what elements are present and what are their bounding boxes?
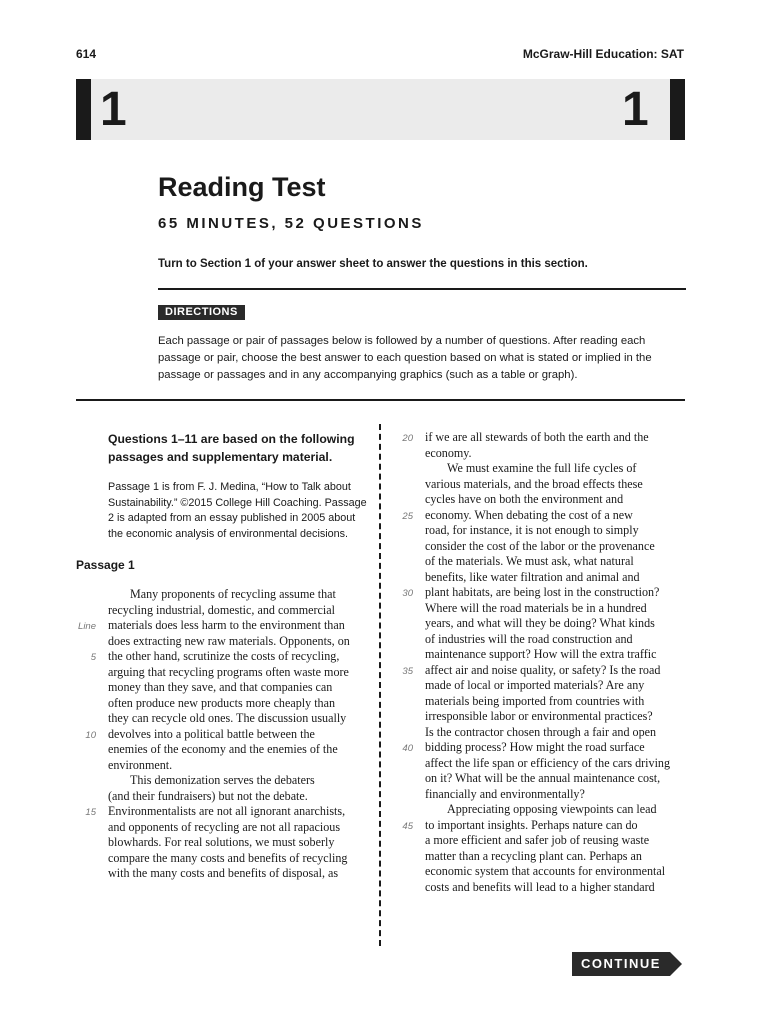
line-number: Line [78, 621, 96, 632]
passage-line-text: economic system that accounts for environmental [425, 864, 666, 878]
passage-line [85, 804, 370, 820]
passage-line-text: Appreciating opposing viewpoints can lead [447, 802, 657, 816]
passage-line-text: maintenance support? How will the extra traffic [425, 647, 657, 661]
line-number: 15 [85, 807, 96, 818]
passage-line-text: affect air and noise quality, or safety? Is the road [425, 662, 661, 677]
passage-line-text: affect the life span or efficiency of the cars driving [425, 755, 671, 770]
passage-line-text: does extracting new raw materials. Opponents, on [108, 633, 350, 648]
passage-line [425, 756, 687, 772]
passage-line-text: Many proponents of recycling assume that [130, 587, 336, 601]
passage-line-text: devolves into a political battle between the [108, 726, 315, 741]
passage-line-text: they can recycle old ones. The discussion usually [108, 711, 347, 725]
passage-line [425, 616, 687, 632]
source-note: Passage 1 is from F. J. Medina, “How to Talk about Sustainability.” ©2015 College Hill Coaching. Passage 2 is adapted from an essay published in 2005 about the economic analysis of environmental decisions. [108, 481, 367, 540]
passage-line [108, 789, 370, 805]
passage-line-text: various materials, and the broad effects these [425, 476, 643, 491]
passage-line [425, 725, 687, 741]
passage-line-text: cycles have on both the environment and [425, 492, 624, 506]
line-number: 40 [402, 743, 413, 754]
passage-line [425, 601, 687, 617]
page-number: 614 [76, 47, 97, 61]
divider-top [158, 288, 686, 290]
passage-line [425, 802, 687, 818]
passage-line [425, 771, 687, 787]
passage-line-text: Where will the road materials be in a hundred [425, 600, 647, 615]
line-number: 5 [90, 652, 96, 663]
line-number: 45 [402, 820, 413, 832]
line-number: 20 [402, 433, 413, 444]
section-instruction: Turn to Section 1 of your answer sheet to answer the questions in this section. [158, 258, 588, 270]
passage-line [402, 662, 687, 679]
passage-line-text: materials being imported from countries with [425, 693, 645, 708]
passage-line [402, 507, 687, 524]
passage-line [425, 787, 687, 803]
passage-line [425, 678, 687, 694]
passage-line-text: Environmentalists are not all ignorant anarchists, [108, 804, 346, 818]
passage-line [425, 694, 687, 710]
passage-line-text: made of local or imported materials? Are any [425, 678, 645, 692]
directions-badge: DIRECTIONS [158, 305, 245, 320]
passage-line-text: recycling industrial, domestic, and commercial [108, 602, 336, 617]
passage-line [425, 849, 687, 865]
passage-line-text: irresponsible labor or environmental practices? [425, 709, 653, 723]
section-number-left: 1 [100, 83, 127, 136]
passage-line [425, 539, 687, 555]
passage-line-text: We must examine the full life cycles of [447, 461, 637, 475]
directions-text: Each passage or pair of passages below is followed by a number of questions. After reading each passage or pair, choose the best answer to each question based on what is stated or implied in the passage or passages and in any accompanying graphics (such as a table or graph). [158, 335, 652, 381]
passage-line-text: economy. When debating the cost of a new [425, 507, 633, 522]
passage-line-text: matter than a recycling plant can. Perhaps an [425, 848, 642, 863]
passage-line [425, 446, 687, 462]
passage-line [425, 632, 687, 648]
line-number: 35 [402, 665, 413, 677]
passage-line-text: bidding process? How might the road surface [425, 740, 645, 754]
book-title: McGraw-Hill Education: SAT [522, 47, 684, 61]
section-band-left-bar [76, 79, 91, 140]
passage-line-text: (and their fundraisers) but not the debate. [108, 788, 308, 803]
section-band-right-bar [670, 79, 685, 140]
passage-line-text: if we are all stewards of both the earth and the [425, 430, 649, 444]
column-divider [379, 424, 381, 946]
passage-line [108, 634, 370, 650]
passage-line [108, 773, 370, 789]
line-number: 25 [402, 510, 413, 522]
passage-line [108, 851, 370, 867]
continue-label: CONTINUE [581, 956, 661, 971]
passage-line [108, 820, 370, 836]
passage-line-text: This demonization serves the debaters [130, 773, 315, 787]
passage-line-text: often produce new products more cheaply than [108, 695, 336, 710]
page-title: Reading Test [158, 172, 326, 202]
passage-line [85, 726, 370, 743]
passage-line-text: materials does less harm to the environment than [108, 618, 345, 632]
passage-line-text: of industries will the road construction and [425, 631, 633, 646]
passage-line [425, 647, 687, 663]
passage-line [78, 618, 370, 634]
line-number: 10 [85, 729, 96, 741]
passage-line-text: and opponents of recycling are not all rapacious [108, 819, 341, 834]
passage-line [108, 835, 370, 851]
passage-line-text: with the many costs and benefits of disposal, as [108, 866, 339, 880]
passage-line-text: financially and environmentally? [425, 786, 585, 801]
passage-line [425, 864, 687, 880]
section-band [76, 79, 684, 140]
passage-line [90, 649, 370, 665]
passage-line-text: benefits, like water filtration and animal and [425, 569, 640, 584]
passage-line [108, 866, 370, 882]
passage-line [108, 603, 370, 619]
passage-line [425, 523, 687, 539]
passage-line-text: enemies of the economy and the enemies of the [108, 742, 338, 756]
passage-line [108, 696, 370, 712]
passage-line [402, 817, 687, 834]
passage-line-text: consider the cost of the labor or the provenance [425, 538, 655, 553]
passage-line [425, 833, 687, 849]
passage-line-text: plant habitats, are being lost in the construction? [425, 585, 660, 599]
passage-line [425, 709, 687, 725]
passage-line [425, 880, 687, 896]
passage-line-text: years, and what will they be doing? What kinds [425, 616, 655, 630]
passage-left-column [78, 587, 370, 882]
passage-line [108, 711, 370, 727]
passage-line [108, 680, 370, 696]
passage-line [402, 740, 687, 756]
passage-line-text: economy. [425, 445, 472, 460]
passage-line-text: compare the many costs and benefits of recycling [108, 850, 348, 865]
passage-line [425, 477, 687, 493]
questions-intro: Questions 1–11 are based on the following passages and supplementary material. [108, 432, 355, 464]
passage-line [108, 758, 370, 774]
passage-line-text: the other hand, scrutinize the costs of recycling, [108, 649, 340, 663]
passage-line-text: money than they save, and that companies can [108, 680, 333, 694]
passage-line [402, 585, 687, 601]
page-subtitle: 65 MINUTES, 52 QUESTIONS [158, 215, 424, 232]
passage-line [425, 570, 687, 586]
continue-button[interactable] [572, 952, 682, 976]
passage-line-text: a more efficient and safer job of reusing waste [425, 833, 650, 847]
passage-line-text: Is the contractor chosen through a fair and open [425, 724, 657, 739]
passage-line [108, 742, 370, 758]
passage-line-text: of the materials. We must ask, what natural [425, 554, 634, 568]
passage-line-text: road, for instance, it is not enough to simply [425, 523, 639, 537]
passage-line [402, 430, 687, 446]
passage-line-text: costs and benefits will lead to a higher standard [425, 879, 655, 894]
passage-line-text: to important insights. Perhaps nature can do [425, 817, 638, 832]
line-number: 30 [402, 588, 413, 599]
passage-line [108, 665, 370, 681]
passage-line [108, 587, 370, 603]
passage-line-text: on it? What will be the annual maintenance cost, [425, 771, 661, 785]
passage-line [425, 461, 687, 477]
passage-line-text: arguing that recycling programs often waste more [108, 664, 349, 679]
divider-bottom [76, 399, 685, 401]
passage-heading: Passage 1 [76, 558, 135, 572]
passage-line [425, 554, 687, 570]
passage-line-text: blowhards. For real solutions, we must soberly [108, 835, 335, 849]
passage-line-text: environment. [108, 757, 173, 772]
passage-right-column [402, 430, 687, 895]
passage-line [425, 492, 687, 508]
section-number-right: 1 [622, 83, 649, 136]
